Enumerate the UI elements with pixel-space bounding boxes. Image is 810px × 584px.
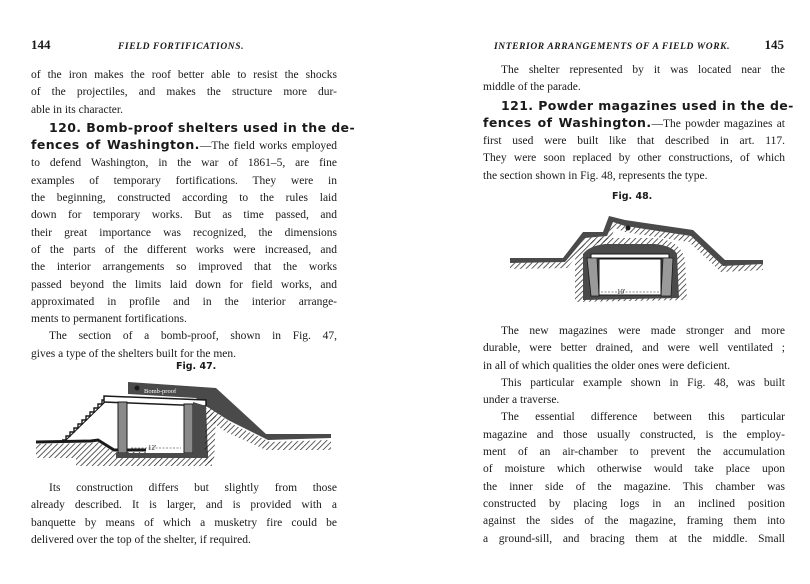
vent-hole (135, 386, 140, 391)
wall-post-right (184, 404, 193, 453)
text-column-bottom (31, 480, 337, 549)
section-heading-bold: fences of Washington. (483, 114, 652, 130)
text-line: their great importance was recognized, the dimensions (31, 226, 337, 239)
figure-caption: Fig. 48. (612, 191, 653, 202)
text-line: examples of temporary fortifications. They were in (31, 174, 337, 187)
text-line: Its construction differs but slightly from those (49, 482, 337, 494)
text-line: delivered over the top of the shelter, if required. (31, 533, 251, 546)
section-heading-121-cont (483, 114, 785, 133)
figure-48-powder-magazine (505, 210, 765, 306)
text-line: a ground-sill, and bracing them at the middle. Small (483, 532, 785, 545)
text-line: the beginning, constructed according to the rules laid (31, 192, 337, 205)
dimension-label: 12' (148, 444, 157, 452)
banquette-steps (62, 397, 124, 440)
text-line: magazine and those usually constructed, is the employ- (483, 428, 785, 441)
floor (116, 453, 208, 458)
text-run: —The powder magazines at (651, 117, 786, 130)
text-line: constructed by placing logs in an inclined position (483, 497, 785, 510)
text-run: —The field works employed (199, 140, 337, 153)
text-line: of moisture which otherwise would take place upon (483, 463, 785, 476)
text-line: able in its character. (31, 103, 123, 116)
text-column-top (31, 67, 356, 363)
dimension-label: 10' (617, 288, 626, 296)
magazine-chamber (599, 259, 661, 295)
floor-hatching (76, 458, 212, 466)
text-line: The shelter represented by it was located near the (501, 64, 785, 76)
magazine-roof (591, 254, 669, 258)
text-line: passed beyond the limits laid down for field works, and (31, 278, 337, 291)
wall-post-left (118, 402, 127, 453)
text-line: the section shown in Fig. 48, represents the type. (483, 169, 708, 182)
running-head-title: INTERIOR ARRANGEMENTS OF A FIELD WORK. (494, 42, 731, 52)
text-line: under a traverse. (483, 394, 560, 407)
text-column-bottom (483, 323, 785, 548)
text-line: durable, were better drained, and were well ventilated ; (483, 342, 785, 355)
text-line: down for temporary works. But as time passed, and (31, 209, 337, 222)
text-line: against the sides of the magazine, framing them into (483, 515, 785, 528)
bombproof-label: Bomb-proof (144, 388, 177, 395)
text-line: The section of a bomb-proof, shown in Fig. 47, (49, 330, 337, 343)
inclined-logs-right (661, 258, 673, 296)
step-slope (66, 399, 108, 440)
text-line: The essential difference between this particular (501, 411, 785, 424)
text-line: first used were built like that described in art. 117. (483, 135, 785, 148)
magazine-section-drawing (505, 210, 765, 306)
text-column-top (483, 62, 794, 185)
text-line: in all of which qualities the older ones were deficient. (483, 359, 731, 372)
text-line: ment of an air-chamber to prevent the accumulation (483, 446, 785, 459)
text-line: approximated in profile and in the interior arrange- (31, 295, 337, 308)
section-heading-120-cont (31, 136, 337, 155)
right-page (405, 0, 810, 584)
page-number: 145 (764, 37, 784, 52)
vent-hole (626, 226, 631, 231)
text-line: This particular example shown in Fig. 48, was built (501, 376, 785, 389)
text-line: of the projectiles, and makes the structure more dur- (31, 86, 337, 99)
page-number: 144 (31, 37, 51, 52)
text-line: already described. It is larger, and is provided with a (31, 499, 337, 512)
section-heading-121: 121. Powder magazines used in the de- (501, 97, 794, 113)
section-heading-bold: fences of Washington. (31, 137, 200, 153)
text-line: of the iron makes the roof better able to resist the shocks (31, 69, 337, 81)
text-line: They were soon replaced by other constructions, of which (483, 152, 785, 165)
running-head-title: FIELD FORTIFICATIONS. (118, 42, 245, 52)
text-line: middle of the parade. (483, 81, 581, 94)
figure-caption: Fig. 47. (176, 361, 217, 372)
text-line: to defend Washington, in the war of 1861–5, are fine (31, 157, 337, 170)
bombproof-section-drawing (36, 380, 336, 470)
text-line: the inner side of the magazine. This chamber was (483, 480, 785, 493)
text-line: ments to permanent fortifications. (31, 313, 187, 326)
text-line: gives a type of the shelters built for the men. (31, 347, 237, 360)
text-line: banquette by means of which a musketry fire could be (31, 516, 337, 529)
text-line: the interior arrangements so improved that the works (31, 261, 337, 274)
text-line: of the parts of the different works were increased, and (31, 243, 337, 256)
text-line: The new magazines were made stronger and more (501, 325, 785, 337)
section-heading-120: 120. Bomb-proof shelters used in the de- (49, 119, 356, 135)
figure-47-bombproof (36, 380, 336, 470)
